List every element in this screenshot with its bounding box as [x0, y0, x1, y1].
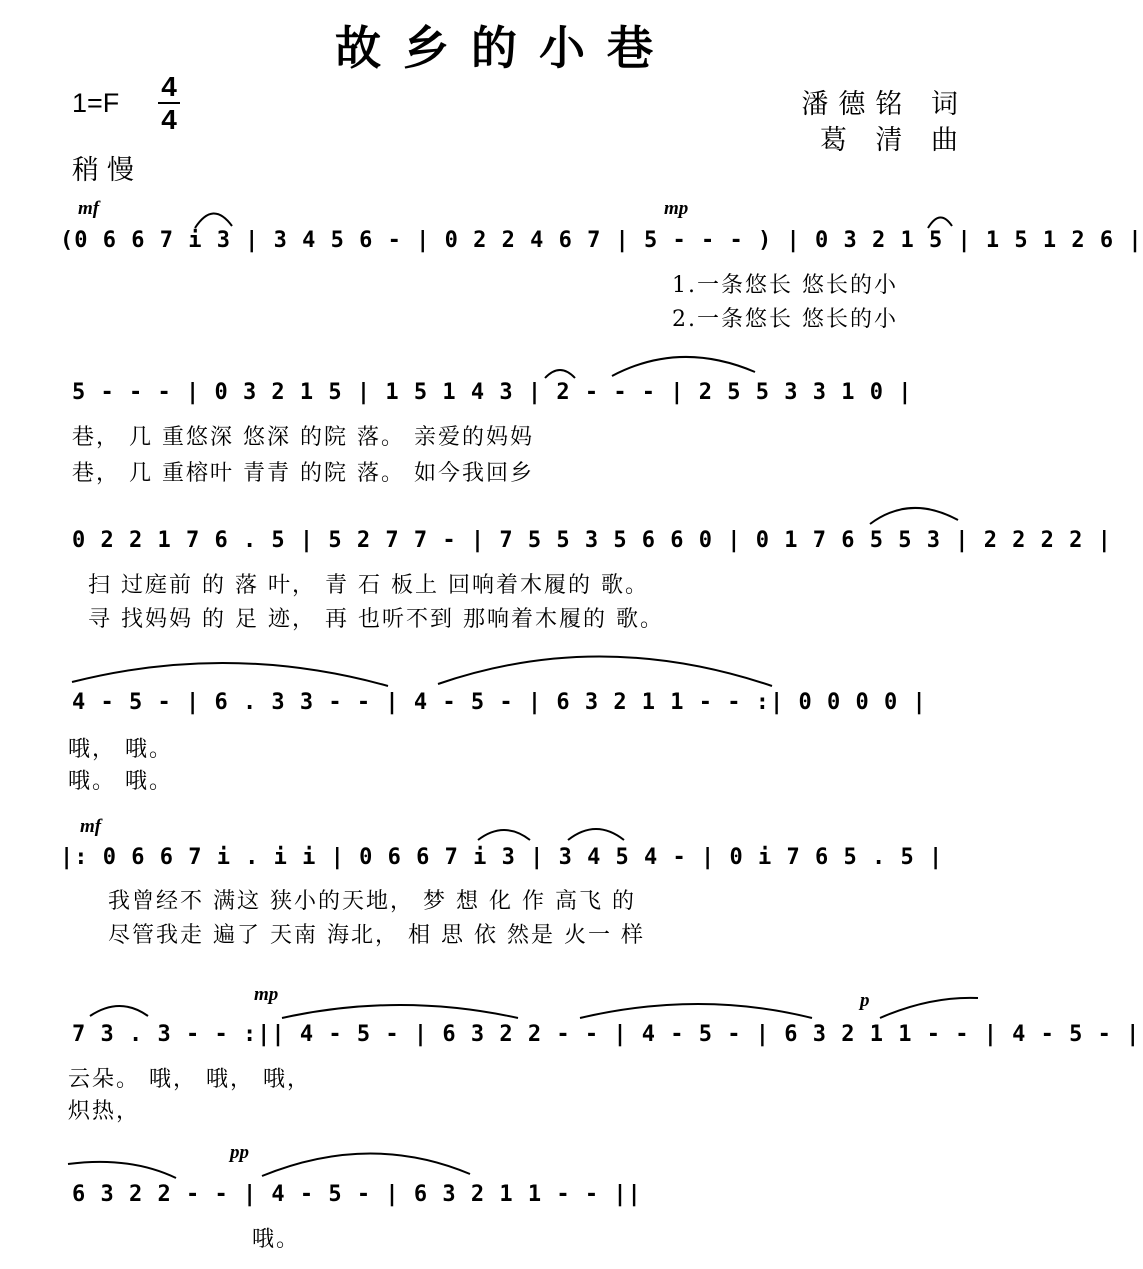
lyric-line-1: 哦， 哦。 — [68, 737, 173, 762]
slur — [262, 1153, 470, 1176]
lyric-line-1: 我曾经不 满这 狭小的天地， 梦 想 化 作 高飞 的 — [108, 889, 636, 914]
lyricist-credit: 潘德铭 词 — [801, 89, 968, 120]
song-title: 故乡的小巷 — [335, 21, 675, 75]
lyric-line-2: 炽热， — [68, 1099, 141, 1124]
time-signature — [158, 72, 180, 134]
notation-line: |: 0 6 6 7 i . i i | 0 6 6 7 i 3 | 3 4 5 4 - | 0 i 7 6 5 . 5 | — [60, 845, 944, 870]
slur — [870, 508, 958, 524]
key-signature: 1=F — [72, 88, 120, 118]
dynamic-mark: p — [860, 990, 870, 1011]
lyric-line-2: 尽管我走 遍了 天南 海北， 相 思 依 然是 火一 样 — [108, 923, 645, 948]
dynamic-mark: pp — [230, 1142, 249, 1163]
slur — [195, 213, 232, 228]
slur — [438, 656, 772, 686]
lyric-line-1: 云朵。 哦， 哦， 哦， — [68, 1067, 311, 1092]
slur — [72, 663, 388, 686]
notation-line: 4 - 5 - | 6 . 3 3 - - | 4 - 5 - | 6 3 2 1 1 - - :| 0 0 0 0 | — [72, 690, 927, 715]
slur — [90, 1006, 148, 1016]
slur — [282, 1005, 518, 1018]
lyric-line-1: 扫 过庭前 的 落 叶， 青 石 板上 回响着木履的 歌。 — [88, 573, 649, 598]
lyric-line-2: 寻 找妈妈 的 足 迹， 再 也听不到 那响着木履的 歌。 — [88, 607, 664, 632]
slur — [478, 830, 530, 840]
lyric-line-1: 巷， 几 重悠深 悠深 的院 落。 亲爱的妈妈 — [72, 425, 534, 450]
dynamic-mark: mp — [254, 984, 279, 1005]
composer-credit: 葛 清 曲 — [819, 125, 968, 156]
dynamic-mark: mf — [78, 198, 100, 219]
dynamic-mark: mp — [664, 198, 689, 219]
slur — [68, 1162, 176, 1178]
time-numerator: 4 — [161, 71, 177, 102]
slur — [545, 370, 575, 378]
notation-line: 7 3 . 3 - - :|| 4 - 5 - | 6 3 2 2 - - | 4 - 5 - | 6 3 2 1 1 - - | 4 - 5 - | — [72, 1022, 1141, 1047]
lyric-line-1: 1.一条悠长 悠长的小 — [672, 273, 898, 298]
notation-line: 0 2 2 1 7 6 . 5 | 5 2 7 7 - | 7 5 5 3 5 6 6 0 | 0 1 7 6 5 5 3 | 2 2 2 2 | — [72, 528, 1112, 553]
time-denominator: 4 — [161, 104, 177, 135]
notation-line: 5 - - - | 0 3 2 1 5 | 1 5 1 4 3 | 2 - - - | 2 5 5 3 3 1 0 | — [72, 380, 913, 405]
lyric-line-2: 2.一条悠长 悠长的小 — [672, 307, 898, 332]
slur — [580, 1004, 812, 1018]
notation-line: (0 6 6 7 i 3 | 3 4 5 6 - | 0 2 2 4 6 7 | 5 - - - ) | 0 3 2 1 5 | 1 5 1 2 6 | — [60, 228, 1143, 253]
dynamic-mark: mf — [80, 816, 102, 837]
lyric-line-1: 哦。 — [252, 1227, 301, 1252]
slur — [928, 217, 952, 228]
slur — [612, 357, 755, 376]
slur — [568, 829, 624, 840]
lyric-line-2: 巷， 几 重榕叶 青青 的院 落。 如今我回乡 — [72, 461, 534, 486]
notation-line: 6 3 2 2 - - | 4 - 5 - | 6 3 2 1 1 - - || — [72, 1182, 642, 1207]
slur — [880, 998, 978, 1018]
tempo-marking: 稍慢 — [72, 155, 142, 186]
lyric-line-2: 哦。 哦。 — [68, 769, 173, 794]
